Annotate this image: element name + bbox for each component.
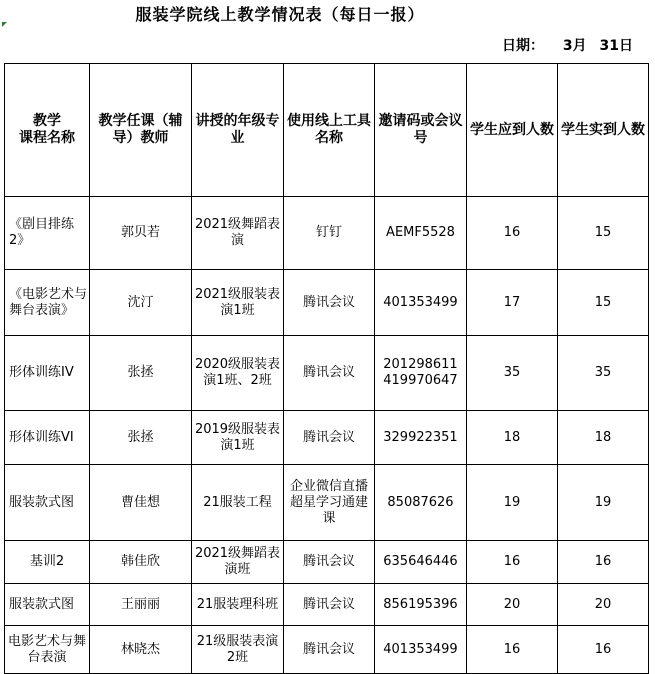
cell-expected[interactable]: 19 (467, 465, 558, 541)
header-course[interactable]: 教学 课程名称 (5, 64, 90, 197)
cell-tool[interactable]: 腾讯会议 (284, 336, 375, 411)
cell-class[interactable]: 2021级服装表演1班 (192, 270, 284, 336)
cell-teacher[interactable]: 张拯 (90, 336, 192, 411)
cell-course[interactable]: 服装款式图 (5, 584, 90, 626)
cell-tool[interactable]: 腾讯会议 (284, 626, 375, 674)
cell-code[interactable]: 201298611 419970647 (375, 336, 467, 411)
cell-expected[interactable]: 20 (467, 584, 558, 626)
cell-teacher[interactable]: 张拯 (90, 411, 192, 465)
sheet-title: 服装学院线上教学情况表（每日一报） (135, 5, 425, 24)
table-row (5, 336, 649, 411)
date-label: 日期： (502, 38, 545, 54)
cell-class[interactable]: 2021级舞蹈表演 (192, 197, 284, 270)
cell-class[interactable]: 2019级服装表演1班 (192, 411, 284, 465)
cell-teacher[interactable]: 韩佳欣 (90, 541, 192, 584)
cell-class[interactable]: 21服装工程 (192, 465, 284, 541)
cell-tool[interactable]: 腾讯会议 (284, 541, 375, 584)
cell-course[interactable]: 形体训练IV (5, 336, 90, 411)
header-tool[interactable]: 使用线上工具名称 (284, 64, 375, 197)
date-month: 3月 (562, 38, 587, 54)
cell-code[interactable]: 329922351 (375, 411, 467, 465)
cell-code[interactable]: 635646446 (375, 541, 467, 584)
header-actual[interactable]: 学生实到人数 (558, 64, 649, 197)
cell-actual[interactable]: 15 (558, 197, 649, 270)
cell-expected[interactable]: 18 (467, 411, 558, 465)
cell-course[interactable]: 《剧目排练2》 (5, 197, 90, 270)
cell-tool[interactable]: 企业微信直播超星学习通建课 (284, 465, 375, 541)
cell-actual[interactable]: 16 (558, 541, 649, 584)
table-row (5, 541, 649, 584)
cell-code[interactable]: 856195396 (375, 584, 467, 626)
header-row (5, 64, 649, 197)
cell-expected[interactable]: 17 (467, 270, 558, 336)
cell-actual[interactable]: 19 (558, 465, 649, 541)
cell-teacher[interactable]: 郭贝若 (90, 197, 192, 270)
header-code[interactable]: 邀请码或会议号 (375, 64, 467, 197)
cell-course[interactable]: 《电影艺术与舞台表演》 (5, 270, 90, 336)
cell-class[interactable]: 21级服装表演2班 (192, 626, 284, 674)
date-day: 31日 (599, 38, 633, 54)
header-teacher[interactable]: 教学任课（辅导）教师 (90, 64, 192, 197)
teaching-report-table (4, 63, 649, 674)
cell-actual[interactable]: 35 (558, 336, 649, 411)
cell-course[interactable]: 形体训练VI (5, 411, 90, 465)
cell-course[interactable]: 服装款式图 (5, 465, 90, 541)
cell-code[interactable]: 401353499 (375, 270, 467, 336)
cell-teacher[interactable]: 王丽丽 (90, 584, 192, 626)
cell-expected[interactable]: 16 (467, 541, 558, 584)
cell-tool[interactable]: 钉钉 (284, 197, 375, 270)
cell-course[interactable]: 基训2 (5, 541, 90, 584)
cell-expected[interactable]: 16 (467, 197, 558, 270)
table-row (5, 411, 649, 465)
cell-class[interactable]: 21服装理科班 (192, 584, 284, 626)
cell-actual[interactable]: 18 (558, 411, 649, 465)
cell-expected[interactable]: 16 (467, 626, 558, 674)
cell-code[interactable]: 401353499 (375, 626, 467, 674)
table-row (5, 197, 649, 270)
cell-tool[interactable]: 腾讯会议 (284, 411, 375, 465)
cell-teacher[interactable]: 林晓杰 (90, 626, 192, 674)
cell-course[interactable]: 电影艺术与舞台表演 (5, 626, 90, 674)
cell-code[interactable]: 85087626 (375, 465, 467, 541)
cell-actual[interactable]: 15 (558, 270, 649, 336)
header-class[interactable]: 讲授的年级专业 (192, 64, 284, 197)
report-date (502, 35, 633, 55)
cell-teacher[interactable]: 沈汀 (90, 270, 192, 336)
table-row (5, 465, 649, 541)
cell-class[interactable]: 2020级服装表演1班、2班 (192, 336, 284, 411)
cell-tool[interactable]: 腾讯会议 (284, 270, 375, 336)
table-row (5, 270, 649, 336)
cell-teacher[interactable]: 曹佳想 (90, 465, 192, 541)
cell-actual[interactable]: 16 (558, 626, 649, 674)
table-row (5, 626, 649, 674)
cell-expected[interactable]: 35 (467, 336, 558, 411)
cell-tool[interactable]: 腾讯会议 (284, 584, 375, 626)
table-row (5, 584, 649, 626)
cell-code[interactable]: AEMF5528 (375, 197, 467, 270)
cell-actual[interactable]: 20 (558, 584, 649, 626)
header-expected[interactable]: 学生应到人数 (467, 64, 558, 197)
cell-class[interactable]: 2021级舞蹈表演班 (192, 541, 284, 584)
